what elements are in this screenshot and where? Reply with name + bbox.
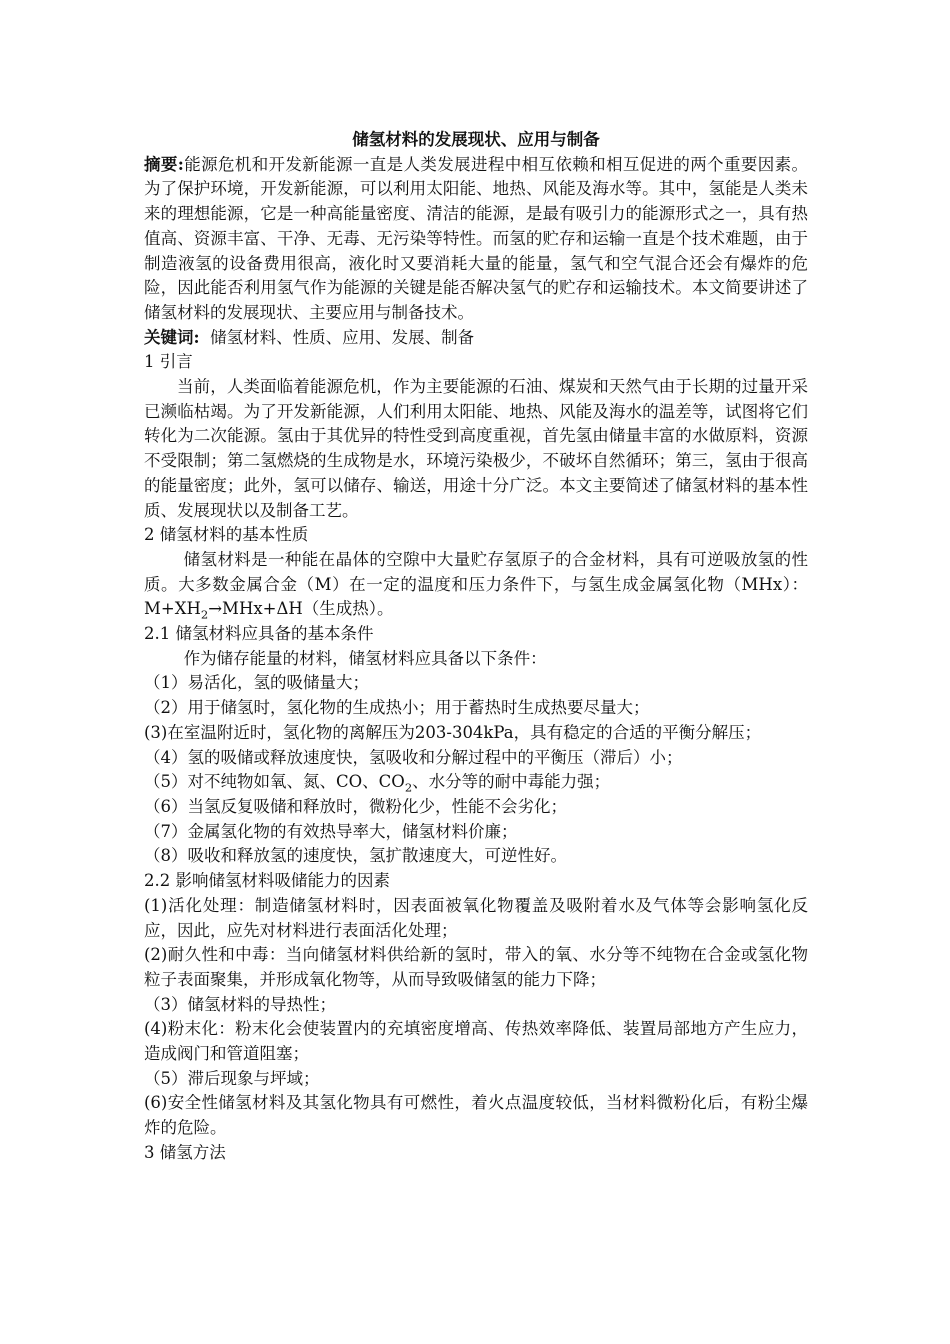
- section-heading-methods: 3 储氢方法: [144, 1142, 226, 1162]
- intro-paragraph: 当前，人类面临着能源危机，作为主要能源的石油、煤炭和天然气由于长期的过量开采已濒临枯竭。为了开发新能源，人们利用太阳能、地热、风能及海水的温差等，试图将它们转化为二次能源。氢由于其优异的特性受到高度重视，首先氢由储量丰富的水做原料，资源不受限制；第二氢燃烧的生成物是水，环境污染极少，不破坏自然循环；第三，氢由于很高的能量密度；此外，氢可以储存、输送，用途十分广泛。本文主要简述了储氢材料的基本性质、发展现状以及制备工艺。: [144, 377, 808, 520]
- document-title: 储氢材料的发展现状、应用与制备: [352, 130, 600, 149]
- factor-item-5: （5）滞后现象与坪域；: [144, 1068, 320, 1088]
- condition-item-1: （1）易活化，氢的吸储量大；: [144, 673, 369, 693]
- conditions-intro: 作为储存能量的材料，储氢材料应具备以下条件：: [183, 648, 547, 668]
- section-heading-properties: 2 储氢材料的基本性质: [144, 525, 309, 545]
- section-heading-factors: 2.2 影响储氢材料吸储能力的因素: [144, 871, 390, 891]
- condition-item-5-subscript: 2: [404, 780, 413, 795]
- properties-paragraph: [144, 548, 808, 622]
- condition-item-2: （2）用于储氢时，氢化物的生成热小；用于蓄热时生成热要尽量大；: [144, 698, 650, 718]
- condition-item-3: (3)在室温附近时，氢化物的离解压为203-304kPa，具有稳定的合适的平衡分解压；: [144, 722, 762, 742]
- factor-item-6: (6)安全性储氢材料及其氢化物具有可燃性，着火点温度较低，当材料微粉化后，有粉尘爆炸的危险。: [144, 1093, 808, 1138]
- keywords-paragraph: [144, 326, 808, 351]
- condition-item-5-text-2: 、水分等的耐中毒能力强；: [412, 772, 611, 792]
- factor-item-1: (1)活化处理：制造储氢材料时，因表面被氧化物覆盖及吸附着水及气体等会影响氢化反应，因此，应先对材料进行表面活化处理；: [144, 895, 808, 940]
- properties-text-2: →MHx+ΔH（生成热）。: [208, 599, 394, 619]
- document-page: [144, 128, 808, 1166]
- properties-subscript: 2: [200, 607, 209, 622]
- condition-item-4: （4）氢的吸储或释放速度快，氢吸收和分解过程中的平衡压（滞后）小；: [144, 747, 683, 767]
- condition-item-6: （6）当氢反复吸储和释放时，微粉化少，性能不会劣化；: [144, 796, 567, 816]
- section-heading-intro: 1 引言: [144, 352, 193, 372]
- abstract-label: 摘要:: [144, 154, 184, 174]
- properties-text-1: 储氢材料是一种能在晶体的空隙中大量贮存氢原子的合金材料，具有可逆吸放氢的性质。大多数金属合金（M）在一定的温度和压力条件下，与氢生成金属氢化物（MHx）：M+XH: [144, 549, 808, 619]
- condition-item-5-text-1: （5）对不纯物如氧、氮、CO、CO: [144, 772, 405, 792]
- keywords-label: 关键词:: [144, 327, 200, 347]
- factor-item-3: （3）储氢材料的导热性；: [144, 994, 336, 1014]
- abstract-text: 能源危机和开发新能源一直是人类发展进程中相互依赖和相互促进的两个重要因素。为了保护环境，开发新能源，可以利用太阳能、地热、风能及海水等。其中，氢能是人类未来的理想能源，它是一种高能量密度、清洁的能源，是最有吸引力的能源形式之一，具有热值高、资源丰富、干净、无毒、无污染等特性。而氢的贮存和运输一直是个技术难题，由于制造液氢的设备费用很高，液化时又要消耗大量的能量，氢气和空气混合还会有爆炸的危险，因此能否利用氢气作为能源的关键是能否解决氢气的贮存和运输技术。本文简要讲述了储氢材料的发展现状、主要应用与制备技术。: [144, 154, 809, 322]
- factor-item-2: (2)耐久性和中毒：当向储氢材料供给新的氢时，带入的氧、水分等不纯物在合金或氢化物粒子表面聚集，并形成氧化物等，从而导致吸储氢的能力下降；: [144, 945, 808, 989]
- abstract-paragraph: [144, 153, 808, 326]
- section-heading-conditions: 2.1 储氢材料应具备的基本条件: [144, 624, 374, 644]
- condition-item-8: （8）吸收和释放氢的速度快，氢扩散速度大，可逆性好。: [144, 846, 567, 866]
- factor-item-4: (4)粉末化：粉末化会使装置内的充填密度增高、传热效率降低、装置局部地方产生应力，造成阀门和管道阻塞；: [144, 1019, 808, 1064]
- condition-item-5: [144, 770, 808, 795]
- condition-item-7: （7）金属氢化物的有效热导率大，储氢材料价廉；: [144, 821, 518, 841]
- keywords-text: 储氢材料、性质、应用、发展、制备: [199, 327, 475, 347]
